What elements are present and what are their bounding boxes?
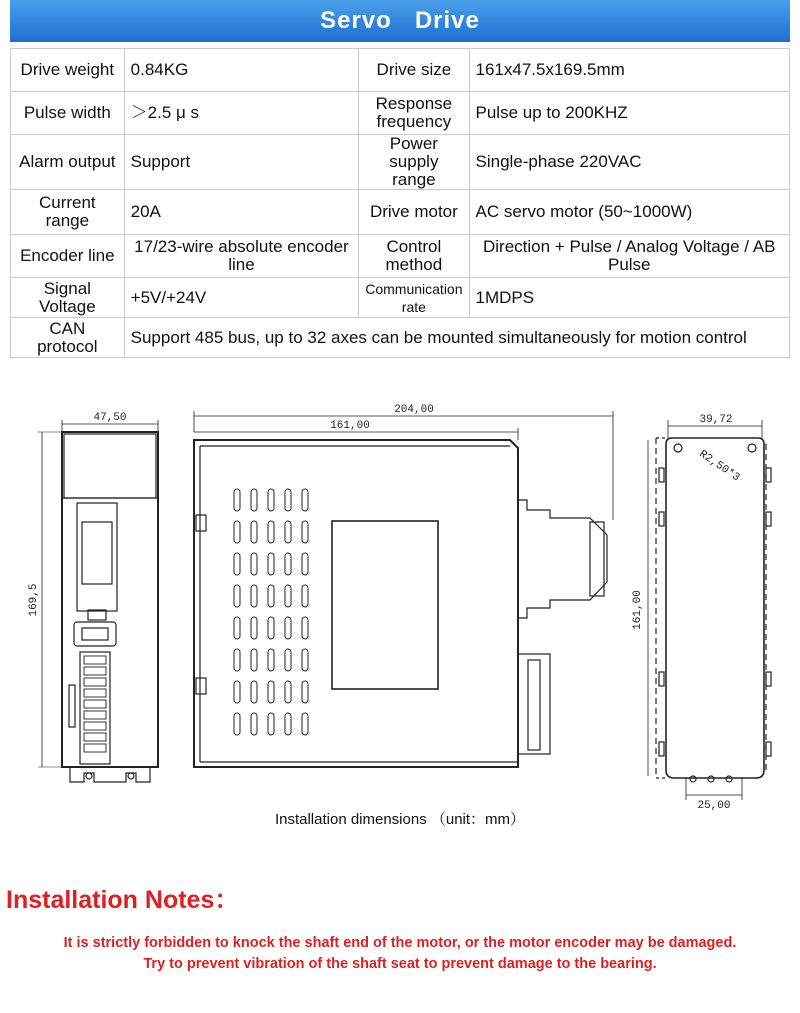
spec-label: Current range: [11, 190, 125, 235]
spec-value: AC servo motor (50~1000W): [469, 190, 790, 235]
spec-label: Drive motor: [359, 190, 469, 235]
spec-label: Pulse width: [11, 92, 125, 135]
spec-value: 17/23-wire absolute encoder line: [124, 235, 359, 278]
back-view-drawing: [648, 420, 771, 800]
spec-label: Control method: [359, 235, 469, 278]
spec-label: Power supply range: [359, 135, 469, 190]
spec-value: Single-phase 220VAC: [469, 135, 790, 190]
side-view-drawing: [194, 411, 613, 767]
spec-label: Response frequency: [359, 92, 469, 135]
table-row: [11, 278, 790, 318]
spec-label: CAN protocol: [11, 318, 125, 358]
table-row: [11, 235, 790, 278]
spec-value: 20A: [124, 190, 359, 235]
dim-front-height: 169,5: [28, 583, 40, 617]
spec-table: [10, 48, 790, 358]
dim-back-slot: 25,00: [697, 800, 731, 812]
spec-value: Pulse up to 200KHZ: [469, 92, 790, 135]
spec-label: Signal Voltage: [11, 278, 125, 318]
dim-front-width: 47,50: [93, 412, 127, 424]
spec-label: Communication rate: [359, 278, 469, 318]
dim-side-total: 204,00: [394, 404, 434, 416]
spec-value: +5V/+24V: [124, 278, 359, 318]
table-row: [11, 135, 790, 190]
dim-back-width: 39,72: [699, 414, 733, 426]
spec-value: Support 485 bus, up to 32 axes can be mounted simultaneously for motion control: [124, 318, 789, 358]
note-line-1: It is strictly forbidden to knock the shaft end of the motor, or the motor encoder may be damaged.: [63, 935, 737, 951]
drawing-caption: Installation dimensions （unit：mm）: [274, 811, 526, 828]
table-row: [11, 49, 790, 92]
front-view-drawing: [38, 420, 158, 782]
installation-drawing: [0, 385, 800, 815]
note-line-2: Try to prevent vibration of the shaft seat to prevent damage to the bearing.: [143, 956, 657, 972]
spec-value: Direction + Pulse / Analog Voltage / AB Pulse: [469, 235, 790, 278]
spec-value: 0.84KG: [124, 49, 359, 92]
spec-value: Support: [124, 135, 359, 190]
title-banner: Servo Drive: [10, 0, 790, 42]
spec-value: 161x47.5x169.5mm: [469, 49, 790, 92]
table-row: [11, 190, 790, 235]
table-row: [11, 318, 790, 358]
spec-label: Drive weight: [11, 49, 125, 92]
spec-value: 1MDPS: [469, 278, 790, 318]
spec-value: ＞2.5 μ s: [124, 92, 359, 135]
spec-label: Alarm output: [11, 135, 125, 190]
dim-back-radius: R2,50*3: [696, 448, 742, 485]
spec-label: Encoder line: [11, 235, 125, 278]
table-row: [11, 92, 790, 135]
dim-back-height: 161,00: [632, 590, 644, 630]
spec-label: Drive size: [359, 49, 469, 92]
dim-side-body: 161,00: [330, 420, 370, 432]
notes-heading: Installation Notes：: [6, 886, 240, 914]
